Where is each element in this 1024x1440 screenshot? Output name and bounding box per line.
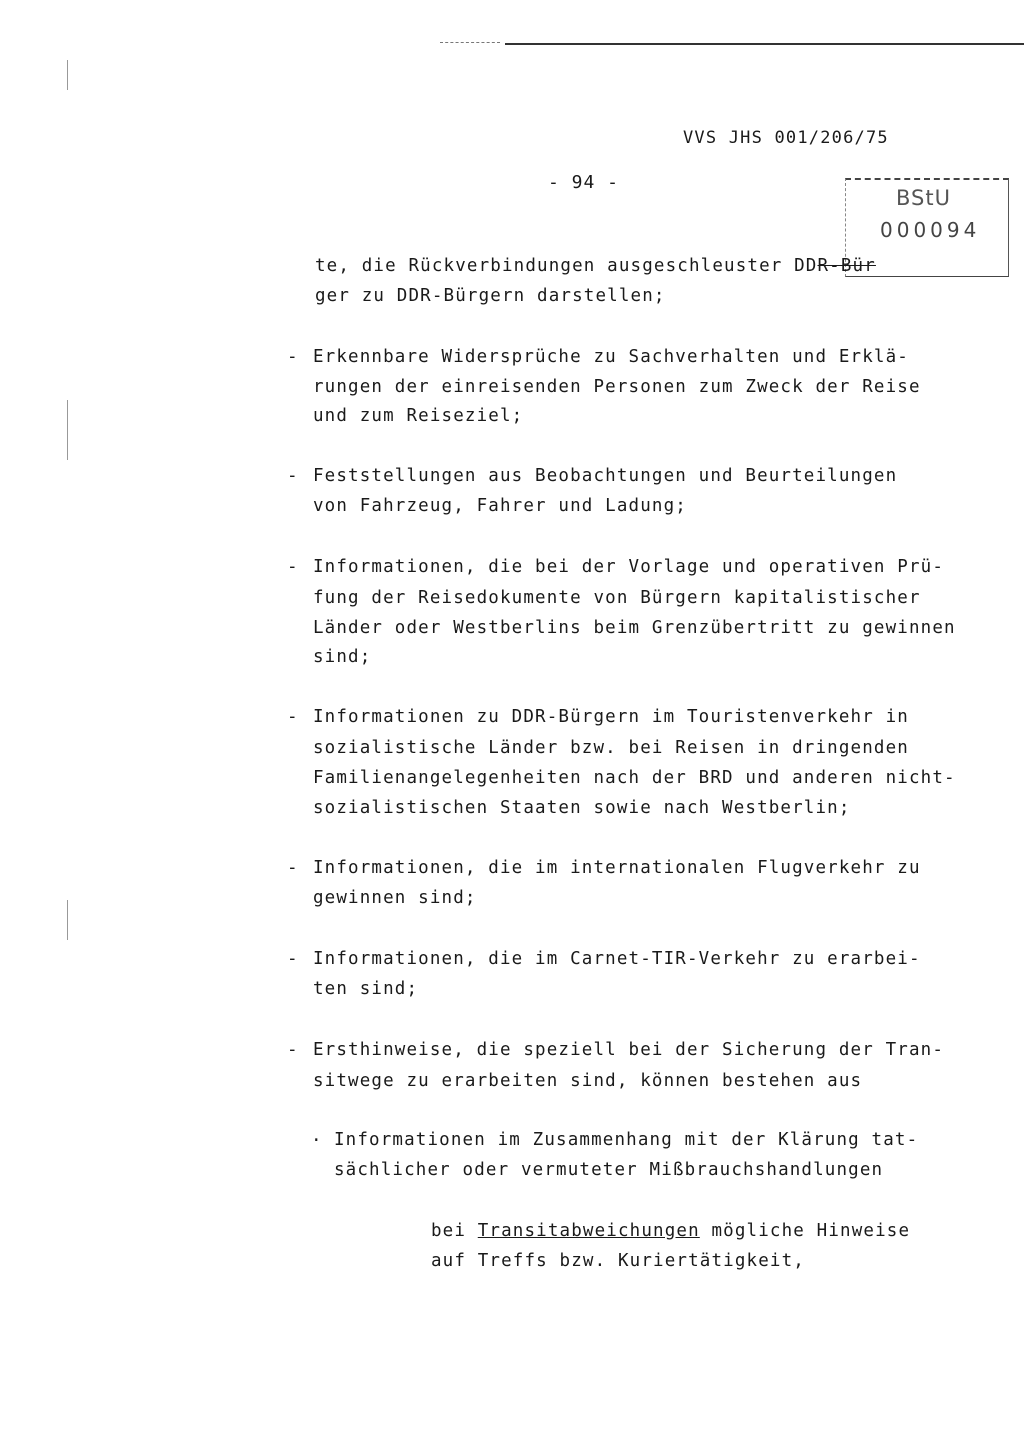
list-item-line: Informationen, die im internationalen Flugverkehr zu	[313, 858, 921, 878]
list-item-line: Informationen, die im Carnet-TIR-Verkehr zu erarbei-	[313, 949, 921, 969]
list-item-line: und zum Reiseziel;	[313, 406, 524, 426]
indented-line: auf Treffs bzw. Kuriertätigkeit,	[431, 1251, 805, 1271]
list-item-line: gewinnen sind;	[313, 888, 477, 908]
page-number: - 94 -	[548, 172, 620, 193]
binding-mark	[67, 900, 68, 940]
list-item-line: Informationen zu DDR-Bürgern im Touristenverkehr in	[313, 707, 909, 727]
list-item-line: Erkennbare Widersprüche zu Sachverhalten und Erklä-	[313, 347, 909, 367]
list-dash: -	[287, 1040, 298, 1060]
list-dash: -	[287, 949, 298, 969]
list-item-line: Länder oder Westberlins beim Grenzübertritt zu gewinnen	[313, 618, 956, 638]
intro-line	[315, 256, 876, 276]
list-item-line: Familienangelegenheiten nach der BRD und anderen nicht-	[313, 768, 956, 788]
list-item-line: Feststellungen aus Beobachtungen und Beurteilungen	[313, 466, 898, 486]
indented-suffix: mögliche Hinweise	[699, 1221, 911, 1241]
intro-text: te, die Rückverbindungen ausgeschleuster DD	[315, 256, 818, 276]
list-dash: -	[287, 466, 298, 486]
stamp-number: 000094	[880, 218, 981, 242]
indented-prefix: bei	[431, 1221, 478, 1241]
top-dashed-rule	[440, 42, 500, 43]
list-item-line: sind;	[313, 647, 372, 667]
list-item-line: sozialistische Länder bzw. bei Reisen in dringenden	[313, 738, 909, 758]
list-item-line: Informationen, die bei der Vorlage und operativen Prü-	[313, 557, 945, 577]
indented-line	[431, 1221, 910, 1241]
stamp-name: BStU	[896, 186, 951, 210]
sub-bullet: .	[311, 1126, 322, 1146]
underlined-term: Transitabweichungen	[477, 1221, 700, 1241]
struck-text: R-Bür	[817, 256, 876, 276]
sub-item-line: sächlicher oder vermuteter Mißbrauchshandlungen	[334, 1160, 884, 1180]
document-reference: VVS JHS 001/206/75	[683, 128, 889, 148]
list-dash: -	[287, 707, 298, 727]
list-dash: -	[287, 347, 298, 367]
binding-mark	[67, 60, 68, 90]
intro-line: ger zu DDR-Bürgern darstellen;	[315, 286, 666, 306]
list-item-line: ten sind;	[313, 979, 419, 999]
list-item-line: Ersthinweise, die speziell bei der Sicherung der Tran-	[313, 1040, 945, 1060]
list-item-line: sitwege zu erarbeiten sind, können bestehen aus	[313, 1071, 863, 1091]
list-item-line: rungen der einreisenden Personen zum Zweck der Reise	[313, 377, 921, 397]
list-item-line: von Fahrzeug, Fahrer und Ladung;	[313, 496, 687, 516]
list-dash: -	[287, 858, 298, 878]
list-item-line: fung der Reisedokumente von Bürgern kapitalistischer	[313, 588, 921, 608]
binding-mark	[67, 400, 68, 460]
list-dash: -	[287, 557, 298, 577]
sub-item-line: Informationen im Zusammenhang mit der Klärung tat-	[334, 1130, 919, 1150]
top-rule	[505, 43, 1024, 45]
list-item-line: sozialistischen Staaten sowie nach Westberlin;	[313, 798, 851, 818]
